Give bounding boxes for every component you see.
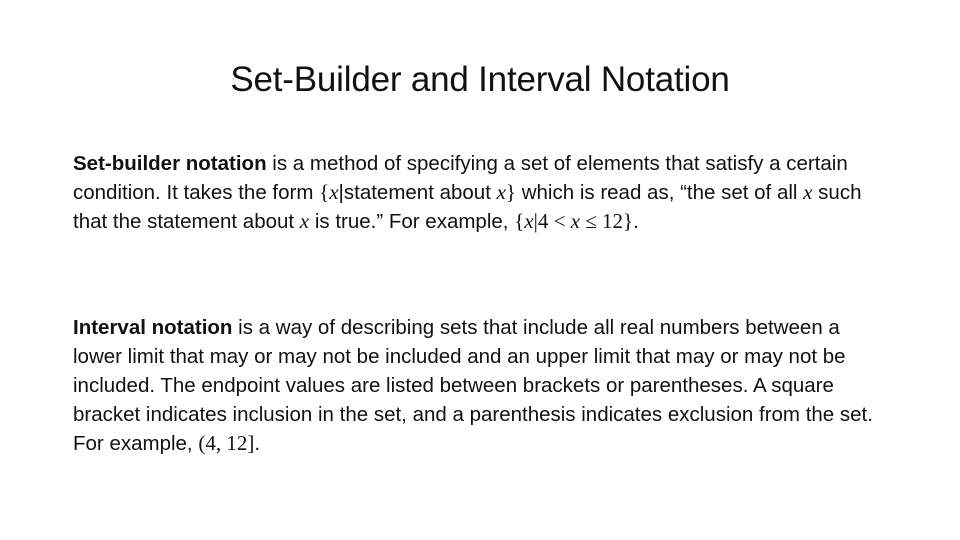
variable-x-b: x [299, 209, 310, 233]
set-builder-term: Set-builder notation [73, 152, 267, 175]
set-builder-text-1: is a method of specifying a set of elements that satisfy a certain condition. It takes the form [73, 152, 848, 204]
form-variable: x [329, 180, 339, 204]
example-variable: x [524, 209, 534, 233]
set-builder-form [319, 180, 338, 204]
interval-term: Interval notation [73, 316, 233, 339]
form-open-brace: { [319, 180, 330, 204]
set-builder-end: . [633, 210, 639, 233]
set-builder-text-2: which is read as, “the set of all [516, 181, 804, 204]
form-close-brace: } [505, 180, 517, 204]
set-builder-text-3: such that the statement about [73, 181, 862, 233]
interval-text-1: is a way of describing sets that include all real numbers between a lower limit that may or may not be included and an upper limit that may or may not be included. The endpoint values are listed between brackets or parentheses. A square bracket indicates inclusion in the set, and a parenthesis indicates exclusion from the set. For example, [73, 316, 873, 455]
set-builder-example [514, 209, 633, 233]
set-builder-paragraph [73, 149, 888, 236]
form-tail [497, 180, 516, 204]
interval-end: . [254, 432, 261, 455]
variable-x-a: x [803, 180, 813, 204]
form-statement-text: |statement about [338, 181, 497, 204]
example-variable-2: x [570, 209, 580, 233]
form-variable-2: x [496, 180, 506, 204]
example-middle: |4 < [533, 209, 571, 233]
example-rest: ≤ 12} [580, 209, 634, 233]
interval-example: (4, 12] [198, 431, 255, 455]
slide-title: Set-Builder and Interval Notation [230, 60, 730, 99]
set-builder-text-4: is true.” For example, [309, 210, 515, 233]
example-open-brace: { [514, 209, 525, 233]
interval-paragraph [73, 313, 888, 458]
